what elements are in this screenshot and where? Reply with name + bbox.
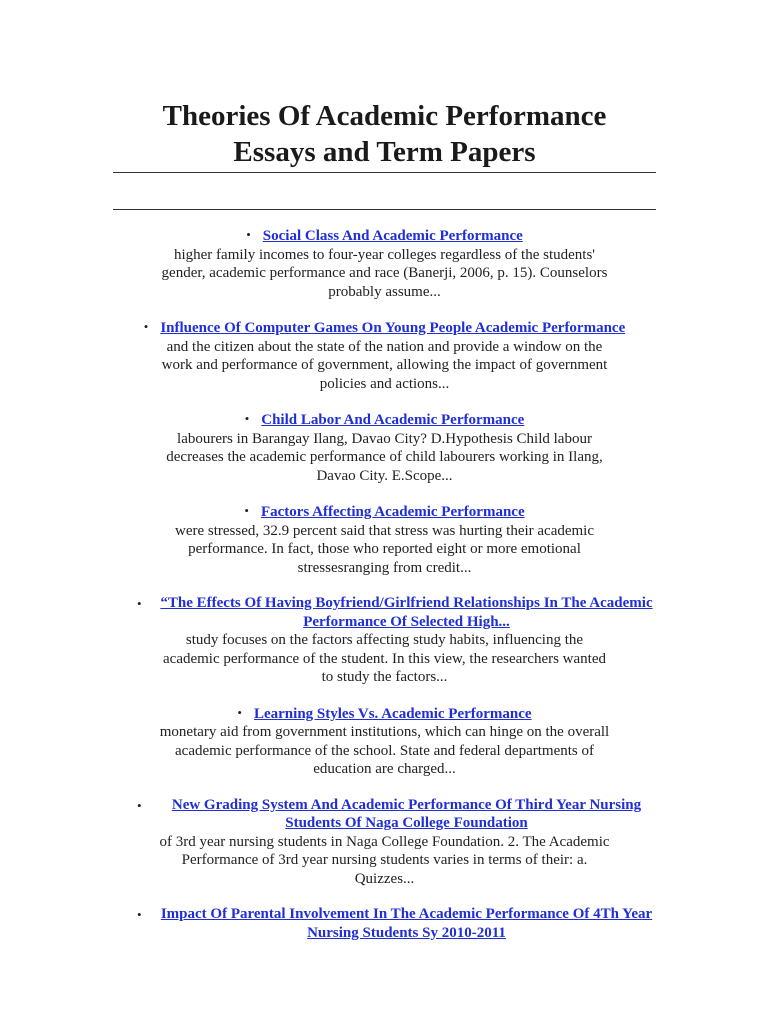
list-item: [113, 502, 656, 577]
essay-link[interactable]: Influence Of Computer Games On Young People Academic Performance: [160, 320, 626, 336]
essay-link[interactable]: Child Labor And Academic Performance: [261, 412, 525, 428]
list-item: [113, 226, 656, 301]
list-item: [113, 905, 656, 942]
title-divider: [113, 172, 656, 173]
page-title: [113, 98, 656, 170]
list-item: [113, 796, 656, 889]
essay-link[interactable]: Factors Affecting Academic Performance: [260, 504, 525, 520]
list-item: [113, 318, 656, 393]
essay-link[interactable]: Learning Styles Vs. Academic Performance: [253, 705, 532, 722]
list-item: [113, 704, 656, 779]
essay-excerpt: were stressed, 32.9 percent said that stress was hurting their academic performance. In fact, those who reported eight or more emotional stressesranging from credit...: [174, 522, 595, 576]
list-item: [113, 410, 656, 485]
bullet-icon: •: [137, 596, 142, 611]
essay-excerpt: study focuses on the factors affecting study habits, influencing the academic performance of the student. In this view, the researchers wanted to study the factors...: [163, 632, 606, 685]
essay-excerpt: labourers in Barangay Ilang, Davao City? D.Hypothesis Child labour decreases the academic performance of child labourers working in Ilang, Davao City. E.Scope...: [166, 430, 603, 484]
essay-link[interactable]: Impact Of Parental Involvement In The Academic Performance Of 4Th Year Nursing Students Sy 2010-2011: [160, 906, 653, 941]
bullet-icon: •: [246, 227, 251, 242]
bullet-icon: •: [137, 907, 142, 922]
essay-excerpt: monetary aid from government institutions, which can hinge on the overall academic performance of the school. State and federal departments of education are charged...: [159, 724, 610, 777]
bullet-icon: •: [237, 704, 242, 720]
bullet-icon: •: [137, 797, 142, 813]
list-item: [113, 594, 656, 687]
essay-list: [113, 226, 656, 942]
section-divider: [113, 209, 656, 210]
essay-link[interactable]: New Grading System And Academic Performance Of Third Year Nursing Students Of Naga College Foundation: [171, 796, 642, 831]
essay-excerpt: of 3rd year nursing students in Naga College Foundation. 2. The Academic Performance of 3rd year nursing students varies in terms of their: a. Quizzes...: [159, 833, 610, 887]
essay-excerpt: higher family incomes to four-year colleges regardless of the students' gender, academic performance and race (Banerji, 2006, p. 15). Counselors probably assume...: [161, 246, 608, 300]
title-line-2: Essays and Term Papers: [233, 136, 536, 168]
essay-link[interactable]: “The Effects Of Having Boyfriend/Girlfriend Relationships In The Academic Performance Of Selected High...: [160, 595, 653, 630]
bullet-icon: •: [244, 411, 250, 426]
essay-excerpt: and the citizen about the state of the nation and provide a window on the work and performance of government, allowing the impact of government policies and actions...: [161, 338, 608, 392]
bullet-icon: •: [244, 503, 249, 518]
document-page: [113, 0, 656, 959]
essay-link[interactable]: Social Class And Academic Performance: [262, 228, 523, 244]
title-line-1: Theories Of Academic Performance: [162, 100, 607, 132]
bullet-icon: •: [143, 319, 149, 334]
